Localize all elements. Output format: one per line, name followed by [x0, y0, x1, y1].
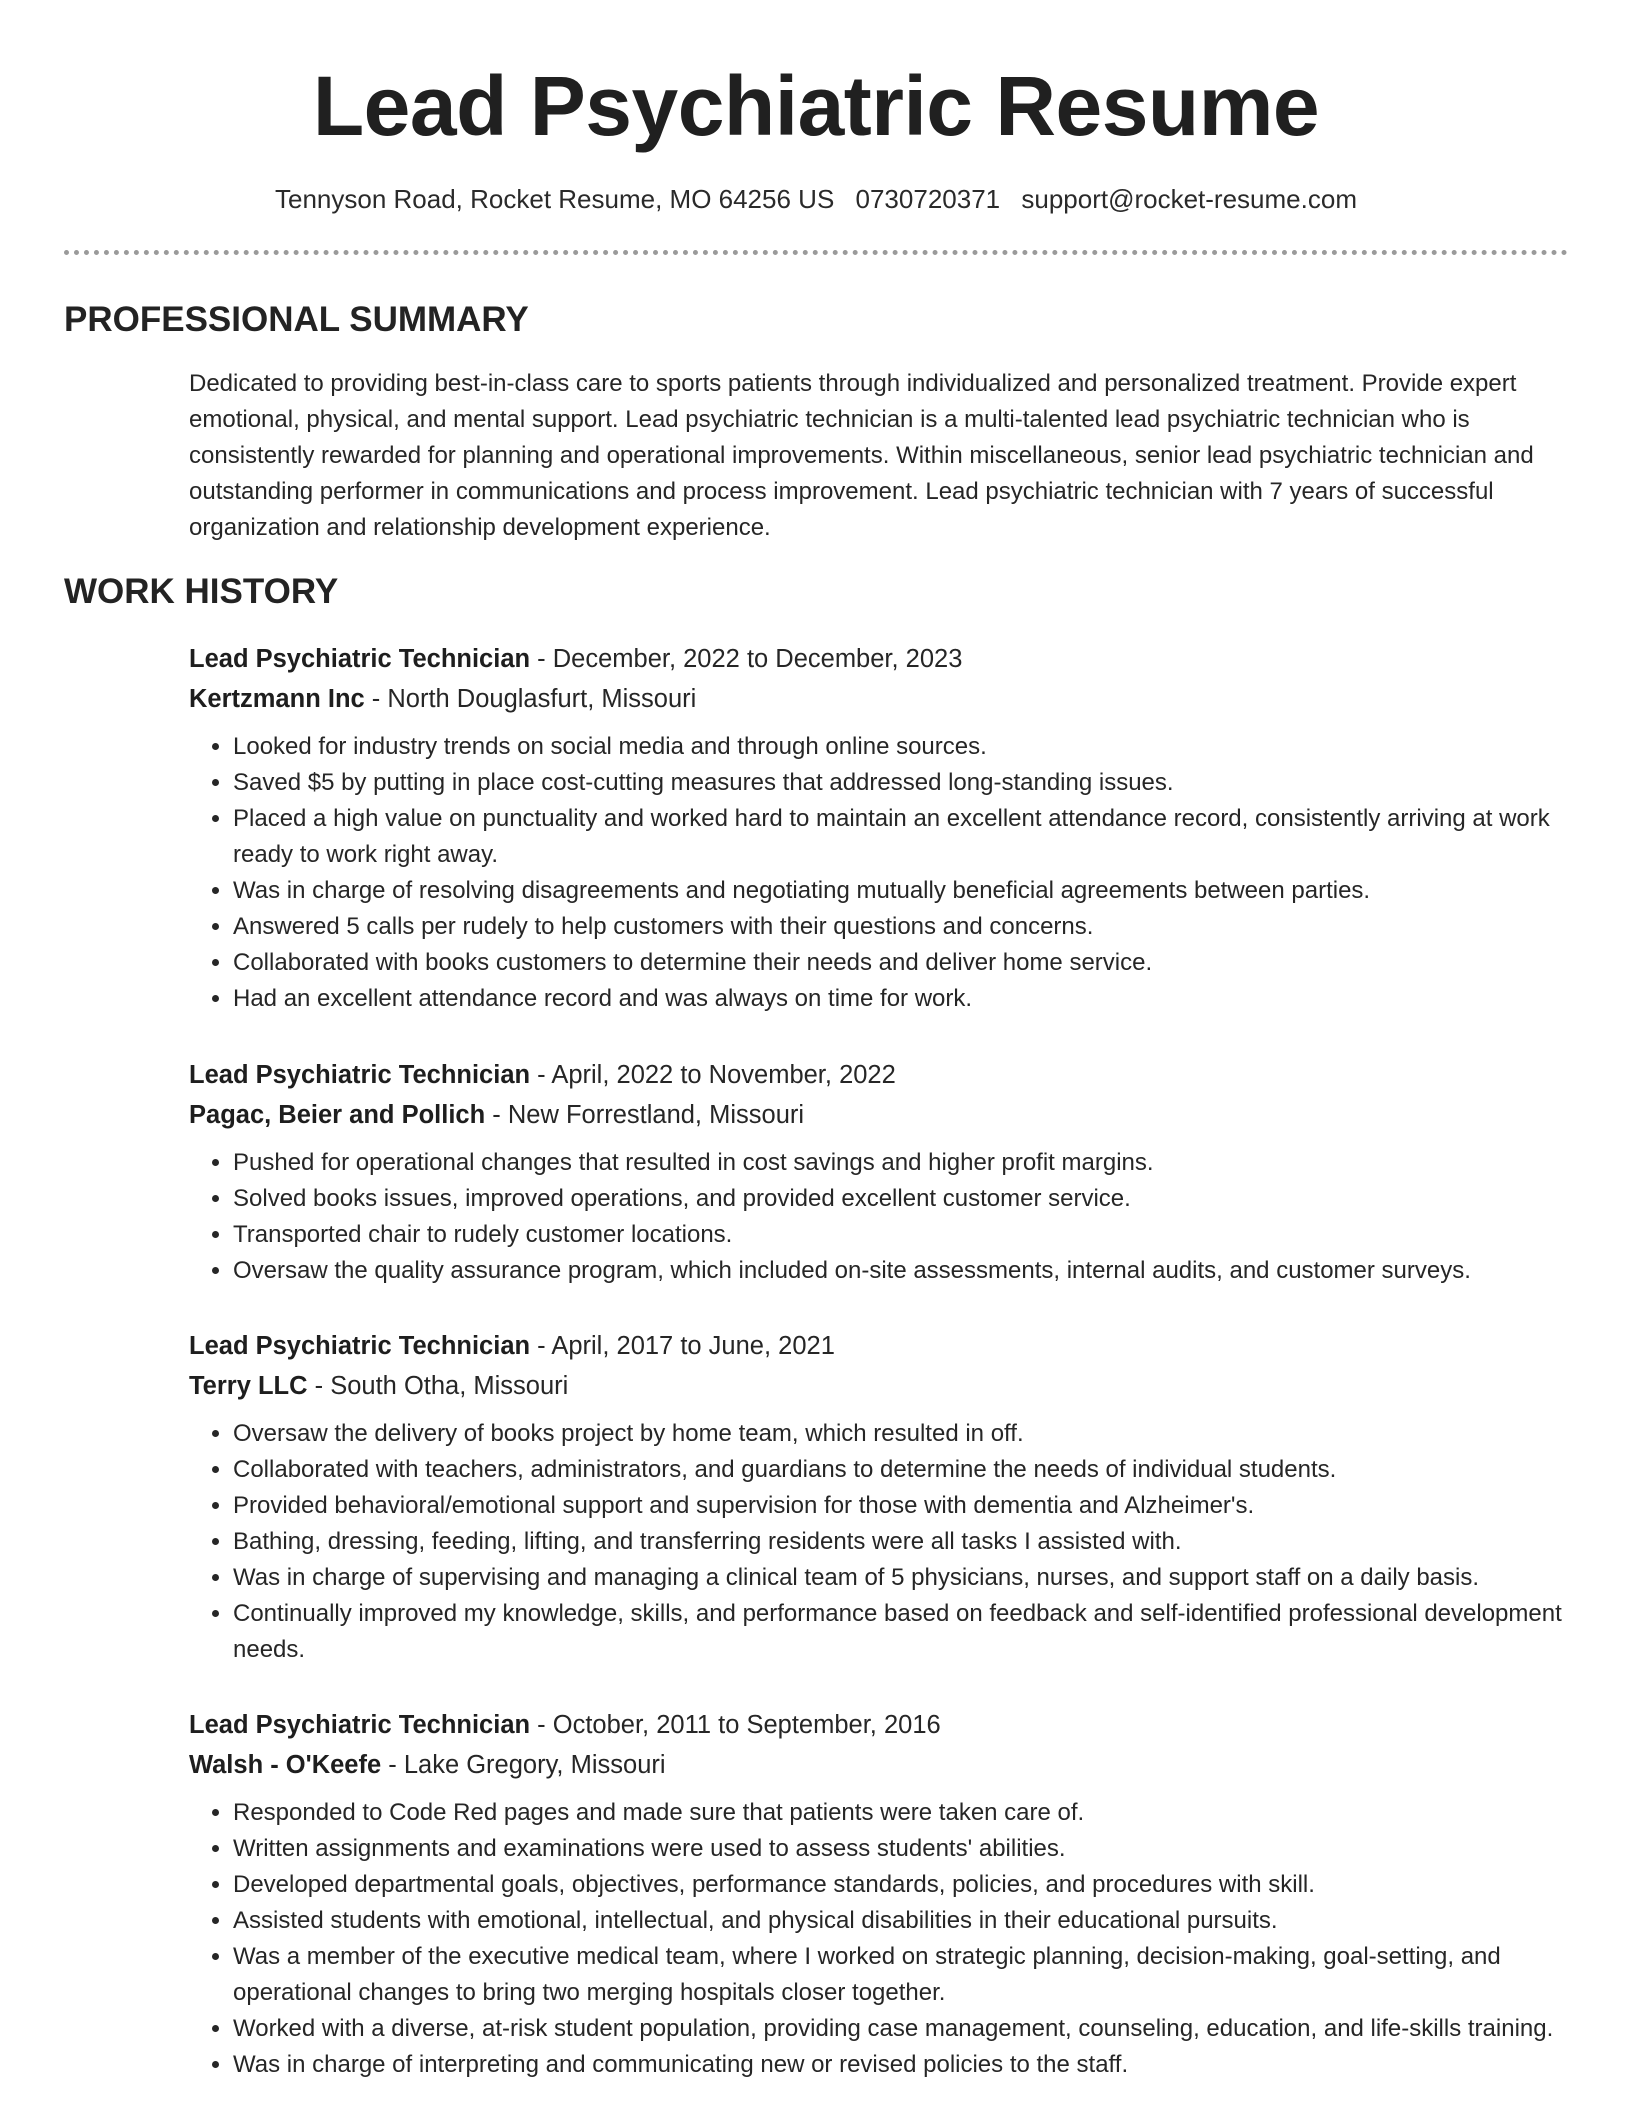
job-title-line — [189, 1326, 1569, 1366]
section-title-summary: PROFESSIONAL SUMMARY — [64, 300, 529, 339]
list-item: • Answered 5 calls per rudely to help customers with their questions and concerns. — [233, 909, 1569, 945]
job-title-line — [189, 1055, 1569, 1095]
job-company-line — [189, 1095, 1569, 1135]
job-role: Lead Psychiatric Technician — [189, 1332, 531, 1360]
list-item: • Saved $5 by putting in place cost-cutting measures that addressed long-standing issues. — [233, 765, 1569, 801]
list-item: • Developed departmental goals, objectives, performance standards, policies, and procedures with skill. — [233, 1867, 1569, 1903]
job-bullets — [189, 1795, 1569, 2083]
job-dates: - April, 2017 to June, 2021 — [530, 1332, 835, 1360]
job-title-line — [189, 639, 1569, 679]
job-entry — [189, 1055, 1569, 1289]
job-dates: - December, 2022 to December, 2023 — [530, 645, 963, 673]
list-item: • Was a member of the executive medical team, where I worked on strategic planning, decision-making, goal-setting, and operational changes to bring two merging hospitals closer together. — [233, 1939, 1569, 2011]
list-item: • Written assignments and examinations were used to assess students' abilities. — [233, 1831, 1569, 1867]
job-company: Walsh - O'Keefe — [189, 1751, 382, 1779]
job-bullets — [189, 1416, 1569, 1668]
job-dates: - October, 2011 to September, 2016 — [530, 1711, 941, 1739]
job-location: - New Forrestland, Missouri — [485, 1101, 805, 1129]
list-item: • Solved books issues, improved operations, and provided excellent customer service. — [233, 1181, 1569, 1217]
summary-text: Dedicated to providing best-in-class care to sports patients through individualized and personalized treatment. Provide expert emotional, physical, and mental support. Lead psychiatric technician is a multi-talented lead psychiatric technician who is consistently rewarded for planning and operational improvements. Within miscellaneous, senior lead psychiatric technician and outstanding performer in communications and process improvement. Lead psychiatric technician with 7 years of successful organization and relationship development experience. — [189, 370, 1534, 541]
job-company-line — [189, 679, 1569, 719]
job-company-line — [189, 1745, 1569, 1785]
job-company: Terry LLC — [189, 1372, 308, 1400]
job-bullets — [189, 1145, 1569, 1289]
list-item: • Pushed for operational changes that resulted in cost savings and higher profit margins. — [233, 1145, 1569, 1181]
list-item: • Was in charge of interpreting and communicating new or revised policies to the staff. — [233, 2047, 1569, 2083]
list-item: • Was in charge of resolving disagreements and negotiating mutually beneficial agreements between parties. — [233, 873, 1569, 909]
list-item: • Bathing, dressing, feeding, lifting, and transferring residents were all tasks I assisted with. — [233, 1524, 1569, 1560]
job-role: Lead Psychiatric Technician — [189, 1061, 531, 1089]
contact-phone: 0730720371 — [855, 184, 1001, 214]
header-divider — [64, 250, 1568, 255]
job-company-line — [189, 1366, 1569, 1406]
contact-line — [0, 182, 1632, 216]
job-entry — [189, 1326, 1569, 1668]
contact-email: support@rocket-resume.com — [1021, 184, 1357, 214]
list-item: • Transported chair to rudely customer locations. — [233, 1217, 1569, 1253]
list-item: • Was in charge of supervising and managing a clinical team of 5 physicians, nurses, and support staff on a daily basis. — [233, 1560, 1569, 1596]
job-location: - South Otha, Missouri — [307, 1372, 569, 1400]
list-item: • Looked for industry trends on social media and through online sources. — [233, 729, 1569, 765]
job-title-line — [189, 1705, 1569, 1745]
job-role: Lead Psychiatric Technician — [189, 1711, 531, 1739]
list-item: • Placed a high value on punctuality and worked hard to maintain an excellent attendance record, consistently arriving at work ready to work right away. — [233, 801, 1569, 873]
list-item: • Collaborated with books customers to determine their needs and deliver home service. — [233, 945, 1569, 981]
list-item: • Oversaw the quality assurance program, which included on-site assessments, internal audits, and customer surveys. — [233, 1253, 1569, 1289]
job-company: Pagac, Beier and Pollich — [189, 1101, 486, 1129]
resume-title: Lead Psychiatric Resume — [312, 59, 1320, 153]
list-item: • Had an excellent attendance record and was always on time for work. — [233, 981, 1569, 1017]
job-role: Lead Psychiatric Technician — [189, 645, 531, 673]
list-item: • Responded to Code Red pages and made sure that patients were taken care of. — [233, 1795, 1569, 1831]
job-location: - North Douglasfurt, Missouri — [364, 685, 697, 713]
contact-address: Tennyson Road, Rocket Resume, MO 64256 US — [275, 184, 835, 214]
list-item: • Provided behavioral/emotional support and supervision for those with dementia and Alzheimer's. — [233, 1488, 1569, 1524]
job-location: - Lake Gregory, Missouri — [381, 1751, 666, 1779]
section-title-work-history: WORK HISTORY — [64, 572, 339, 611]
job-entry — [189, 1705, 1569, 2083]
job-bullets — [189, 729, 1569, 1017]
list-item: • Assisted students with emotional, intellectual, and physical disabilities in their educational pursuits. — [233, 1903, 1569, 1939]
job-dates: - April, 2022 to November, 2022 — [530, 1061, 896, 1089]
job-entry — [189, 639, 1569, 1017]
job-company: Kertzmann Inc — [189, 685, 365, 713]
list-item: • Continually improved my knowledge, skills, and performance based on feedback and self-identified professional development needs. — [233, 1596, 1569, 1668]
list-item: • Collaborated with teachers, administrators, and guardians to determine the needs of individual students. — [233, 1452, 1569, 1488]
list-item: • Oversaw the delivery of books project by home team, which resulted in off. — [233, 1416, 1569, 1452]
list-item: • Worked with a diverse, at-risk student population, providing case management, counseling, education, and life-skills training. — [233, 2011, 1569, 2047]
